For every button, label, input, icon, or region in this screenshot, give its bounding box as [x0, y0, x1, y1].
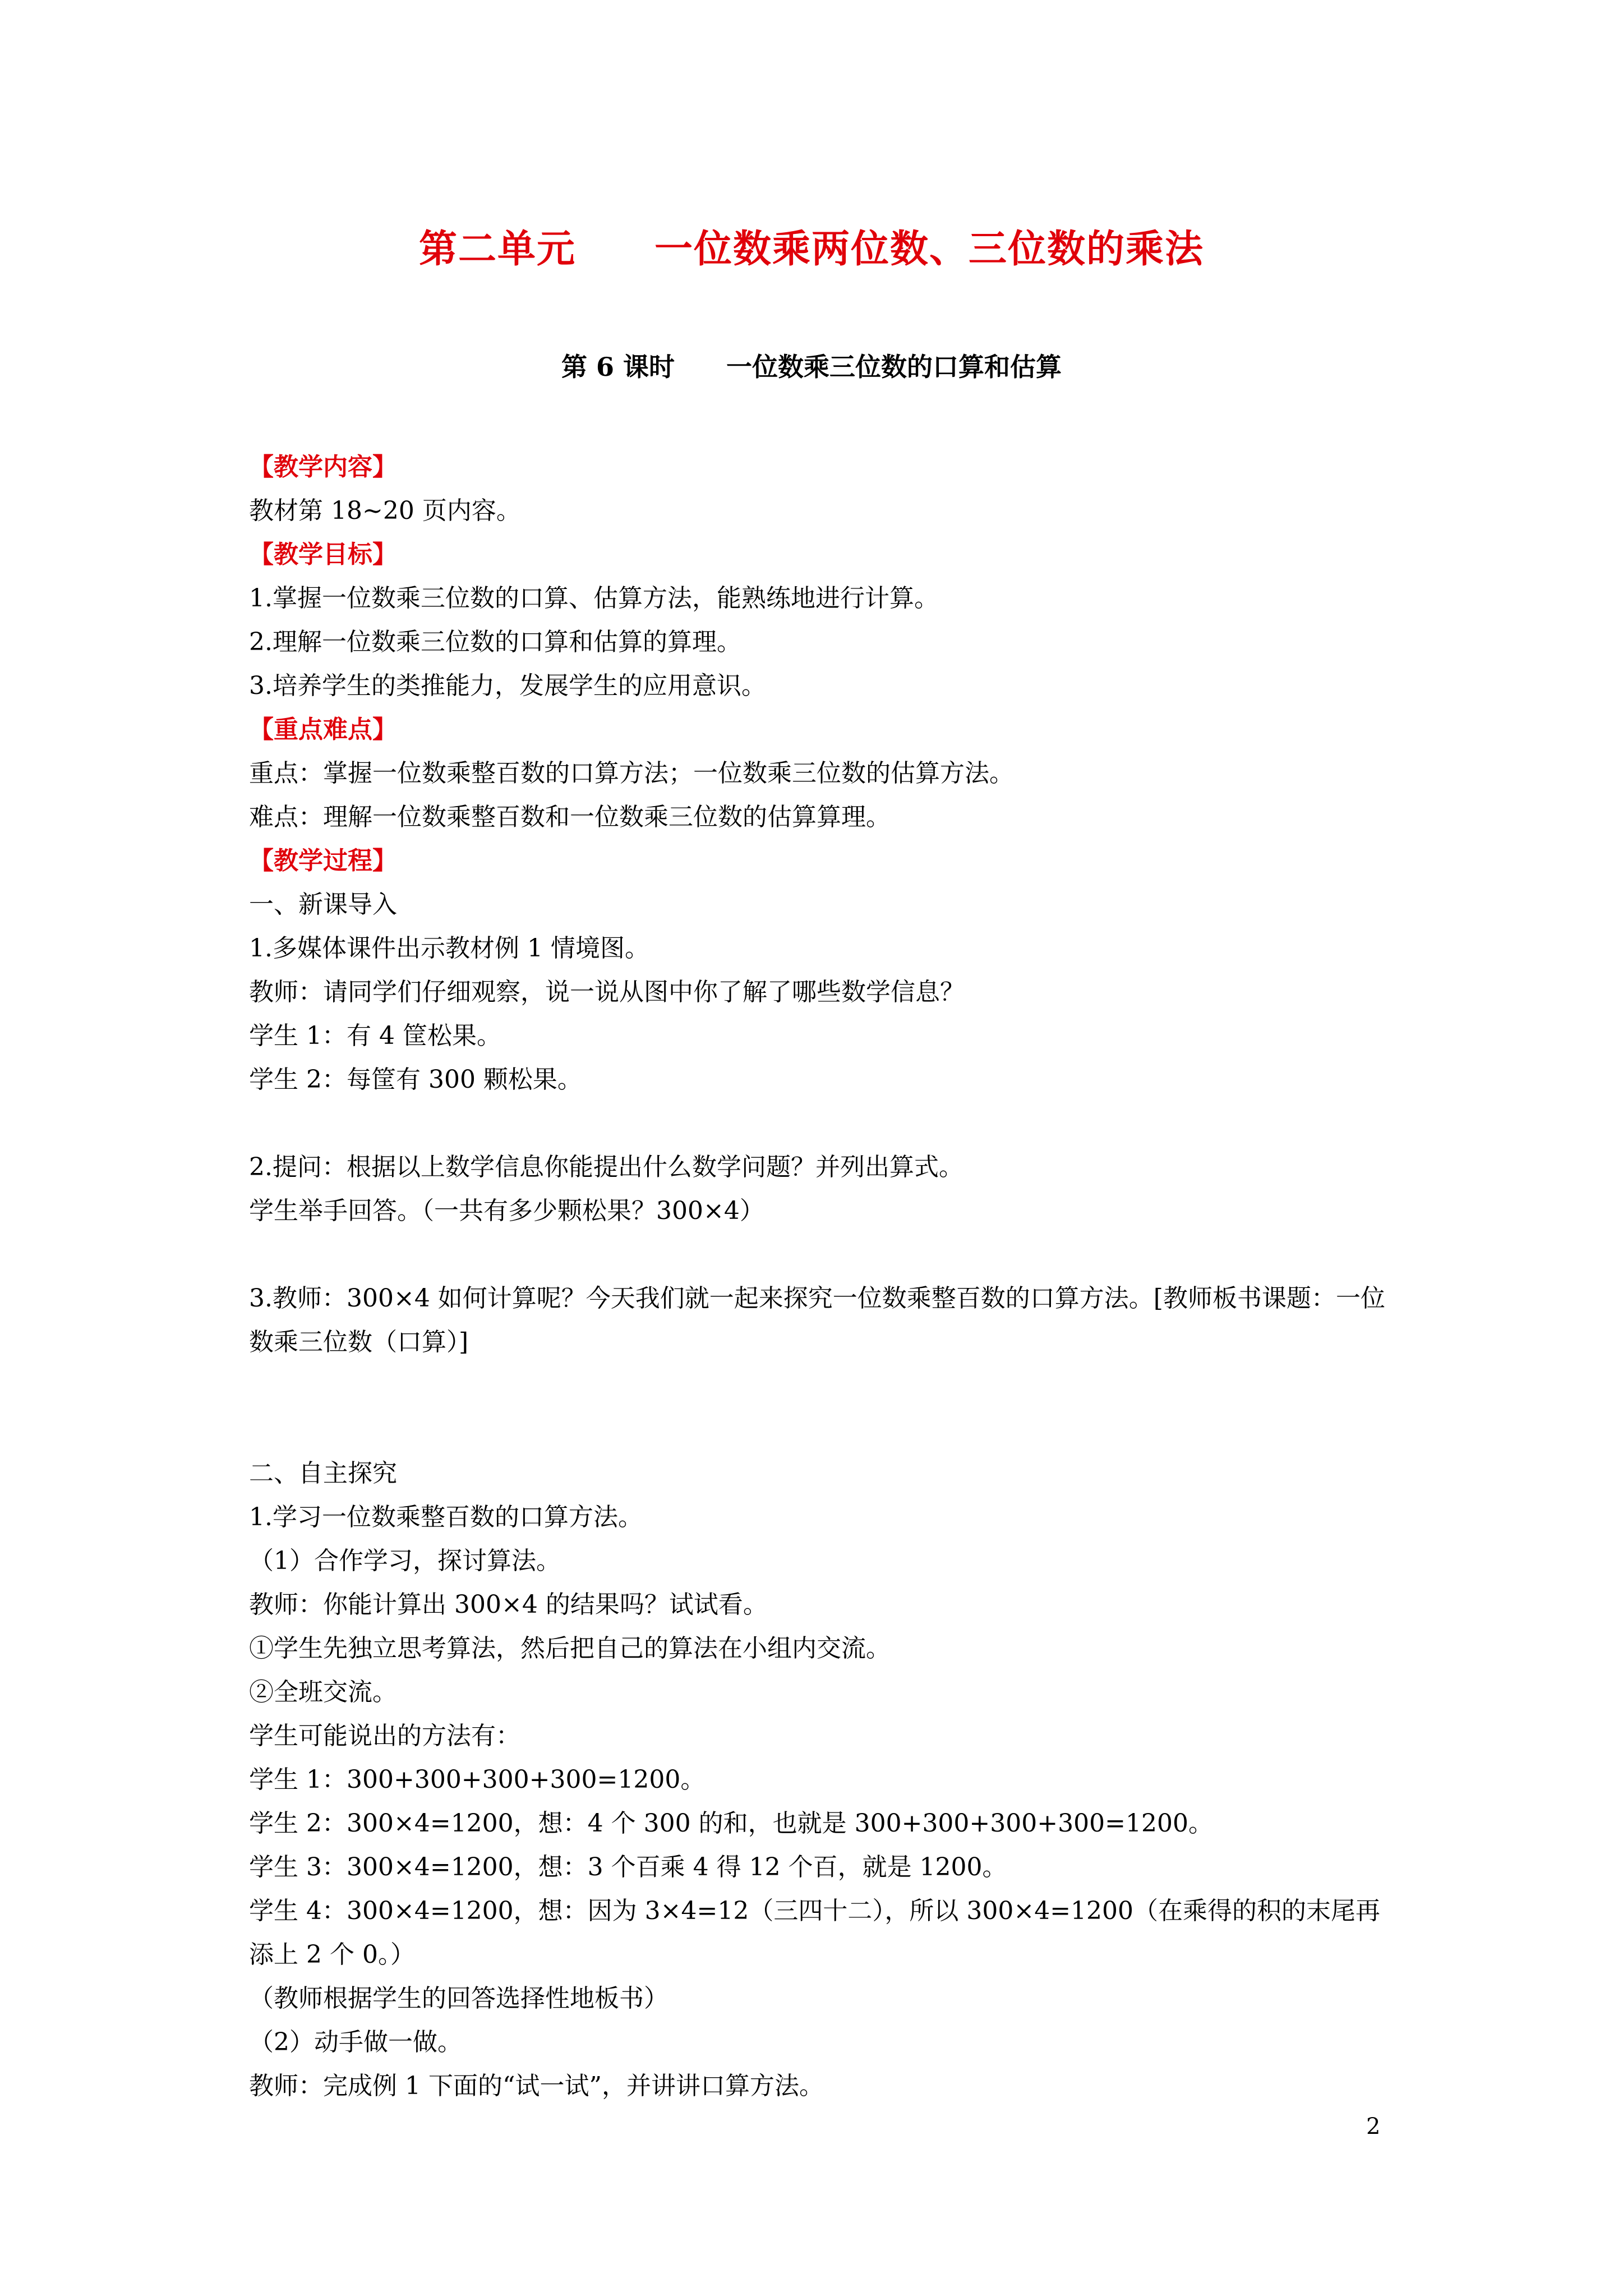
- closing-line: 教师：完成例 1 下面的“试一试”，并讲讲口算方法。: [249, 2072, 824, 2100]
- goal-item: 2.理解一位数乘三位数的口算和估算的算理。: [249, 628, 741, 656]
- paragraph-spacer: [249, 1364, 1393, 1452]
- lesson-title: 第 6 课时 一位数乘三位数的口算和估算: [561, 352, 1062, 382]
- intro-line: 学生 2：每筐有 300 颗松果。: [249, 1065, 582, 1094]
- explore-line: 学生 1：300+300+300+300=1200。: [249, 1765, 706, 1794]
- key-point-text: 重点：掌握一位数乘整百数的口算方法；一位数乘三位数的估算方法。: [249, 759, 1014, 788]
- goals-heading: 【教学目标】: [249, 540, 397, 569]
- content-text: 教材第 18~20 页内容。: [249, 496, 521, 525]
- key-points-heading: 【重点难点】: [249, 715, 397, 744]
- explore-line: 学生可能说出的方法有：: [249, 1722, 520, 1750]
- explore-line: （1）合作学习，探讨算法。: [249, 1547, 561, 1575]
- question-line: 学生举手回答。（一共有多少颗松果？300×4）: [249, 1197, 764, 1225]
- difficult-point-text: 难点：理解一位数乘整百数和一位数乘三位数的估算算理。: [249, 803, 891, 831]
- explore-line: 教师：你能计算出 300×4 的结果吗？试试看。: [249, 1590, 768, 1619]
- goal-item: 1.掌握一位数乘三位数的口算、估算方法，能熟练地进行计算。: [249, 584, 939, 613]
- closing-line: （教师根据学生的回答选择性地板书）: [249, 1984, 668, 2013]
- intro-line: 学生 1：有 4 筐松果。: [249, 1022, 501, 1050]
- content-heading: 【教学内容】: [249, 453, 397, 481]
- process-heading: 【教学过程】: [249, 846, 397, 875]
- student-4-paragraph: 学生 4：300×4=1200，想：因为 3×4=12（三四十二），所以 300×4=1200（在乘得的积的末尾再添上 2 个 0。）: [249, 1897, 1381, 1969]
- explore-line: 1.学习一位数乘整百数的口算方法。: [249, 1503, 643, 1531]
- paragraph-spacer: [249, 1102, 1393, 1145]
- document-body: [249, 445, 1393, 2108]
- intro-line: 教师：请同学们仔细观察，说一说从图中你了解了哪些数学信息？: [249, 978, 965, 1006]
- teacher-intro-paragraph: 3.教师：300×4 如何计算呢？今天我们就一起来探究一位数乘整百数的口算方法。[教师板书课题：一位数乘三位数（口算）]: [249, 1284, 1385, 1356]
- goal-item: 3.培养学生的类推能力，发展学生的应用意识。: [249, 671, 766, 700]
- intro-line: 1.多媒体课件出示教材例 1 情境图。: [249, 934, 649, 963]
- explore-line: 学生 2：300×4=1200，想：4 个 300 的和，也就是 300+300+300+300=1200。: [249, 1809, 1213, 1838]
- explore-line: ②全班交流。: [249, 1678, 397, 1706]
- closing-line: （2）动手做一做。: [249, 2028, 462, 2056]
- explore-line: 学生 3：300×4=1200，想：3 个百乘 4 得 12 个百，就是 1200。: [249, 1853, 1007, 1881]
- paragraph-spacer: [249, 1233, 1393, 1277]
- page-number: 2: [1366, 2114, 1381, 2139]
- unit-title: 第二单元 一位数乘两位数、三位数的乘法: [418, 227, 1204, 272]
- explore-line: ①学生先独立思考算法，然后把自己的算法在小组内交流。: [249, 1634, 891, 1663]
- question-line: 2.提问：根据以上数学信息你能提出什么数学问题？并列出算式。: [249, 1153, 963, 1181]
- explore-line: 二、自主探究: [249, 1459, 397, 1488]
- intro-line: 一、新课导入: [249, 890, 397, 919]
